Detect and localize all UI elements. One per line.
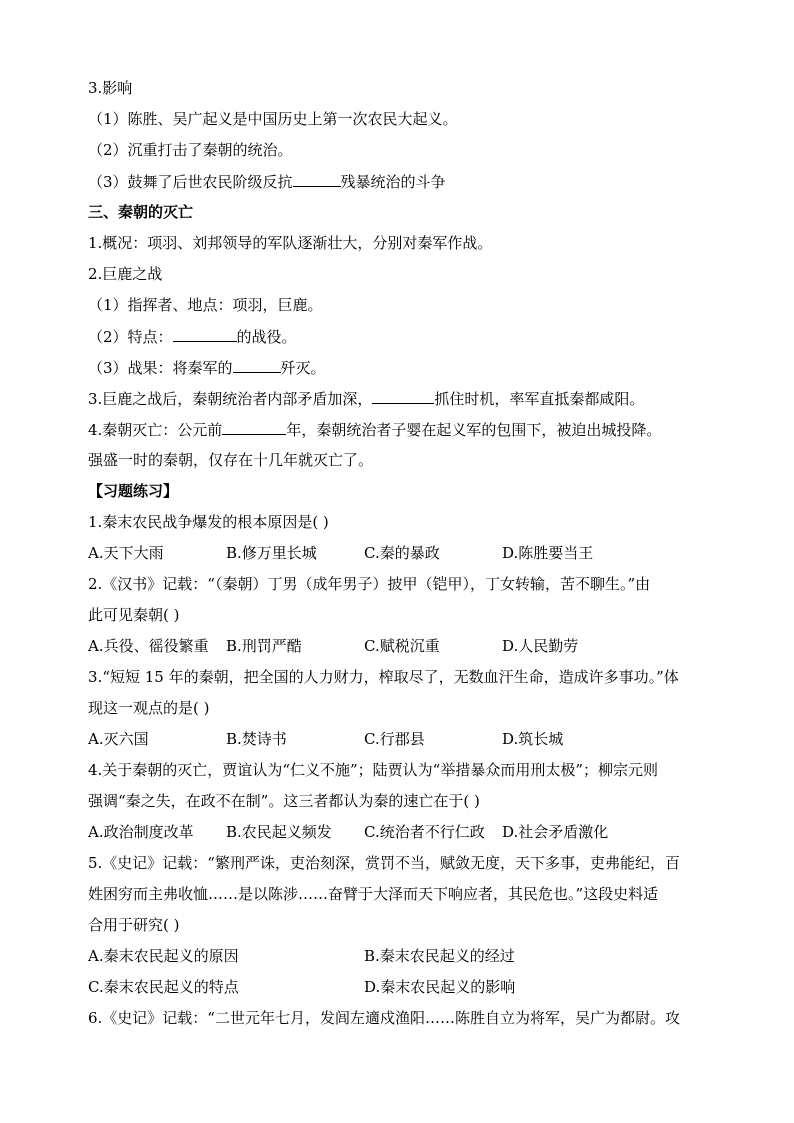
question-3-stem-2: 现这一观点的是( ) <box>88 699 210 717</box>
option-a[interactable]: A.政治制度改革 <box>88 823 194 841</box>
influence-point-1: （1）陈胜、吴广起义是中国历史上第一次农民大起义。 <box>88 110 458 128</box>
option-c[interactable]: C.统治者不行仁政 <box>364 823 485 841</box>
influence-point-2: （2）沉重打击了秦朝的统治。 <box>88 141 293 159</box>
option-b[interactable]: B.焚诗书 <box>226 730 287 748</box>
julu-feature: （2）特点： 的战役。 <box>88 328 297 346</box>
exercise-title: 【习题练习】 <box>88 482 179 500</box>
influence-point-3: （3）鼓舞了后世农民阶级反抗 残暴统治的斗争 <box>88 173 446 191</box>
option-d[interactable]: D.社会矛盾激化 <box>502 823 609 841</box>
question-1-stem: 1.秦末农民战争爆发的根本原因是( ) <box>88 513 329 531</box>
section-title-qin-fall: 三、秦朝的灭亡 <box>88 203 194 221</box>
option-d[interactable]: D.人民勤劳 <box>502 637 579 655</box>
option-c[interactable]: C.秦的暴政 <box>364 544 440 562</box>
overview-line: 1.概况：项羽、刘邦领导的军队逐渐壮大，分别对秦军作战。 <box>88 234 493 252</box>
question-6-stem-1: 6.《史记》记载：“二世元年七月，发闾左適戍渔阳……陈胜自立为将军，吴广为都尉。攻 <box>88 1009 680 1027</box>
option-a[interactable]: A.秦末农民起义的原因 <box>88 947 239 965</box>
option-a[interactable]: A.兵役、徭役繁重 <box>88 637 209 655</box>
option-a[interactable]: A.天下大雨 <box>88 544 164 562</box>
option-c[interactable]: C.秦末农民起义的特点 <box>88 978 239 996</box>
question-2-stem-2: 此可见秦朝( ) <box>88 606 180 624</box>
question-5-stem-1: 5.《史记》记载：“繁刑严诛，吏治刻深，赏罚不当，赋敛无度，天下多事，吏弗能纪，百 <box>88 854 680 872</box>
option-b[interactable]: B.秦末农民起义的经过 <box>364 947 515 965</box>
julu-commander: （1）指挥者、地点：项羽，巨鹿。 <box>88 296 323 314</box>
option-b[interactable]: B.修万里长城 <box>226 544 317 562</box>
option-d[interactable]: D.筑长城 <box>502 730 564 748</box>
question-5-stem-3: 合用于研究( ) <box>88 916 180 934</box>
section-heading-influence: 3.影响 <box>88 79 133 97</box>
fill-blank[interactable] <box>372 388 434 404</box>
fill-blank[interactable] <box>233 357 281 373</box>
question-4-stem-2: 强调“秦之失，在政不在制”。这三者都认为秦的速亡在于( ) <box>88 792 480 810</box>
qin-fall-line: 4.秦朝灭亡：公元前 年，秦朝统治者子婴在起义军的包围下，被迫出城投降。 <box>88 421 662 439</box>
option-c[interactable]: C.赋税沉重 <box>364 637 440 655</box>
julu-battle-heading: 2.巨鹿之战 <box>88 265 163 283</box>
option-a[interactable]: A.灭六国 <box>88 730 149 748</box>
question-4-stem-1: 4.关于秦朝的灭亡，贾谊认为“仁义不施”；陆贾认为“举措暴众而用刑太极”；柳宗元则 <box>88 761 658 779</box>
question-3-stem-1: 3.“短短 15 年的秦朝，把全国的人力财力，榨取尽了，无数血汗生命，造成许多事功。”体 <box>88 668 679 686</box>
option-b[interactable]: B.刑罚严酷 <box>226 637 302 655</box>
option-d[interactable]: D.秦末农民起义的影响 <box>364 978 516 996</box>
option-d[interactable]: D.陈胜要当王 <box>502 544 594 562</box>
julu-result: （3）战果：将秦军的 歼灭。 <box>88 359 326 377</box>
fill-blank[interactable] <box>293 171 341 187</box>
question-2-stem-1: 2.《汉书》记载：“（秦朝）丁男（成年男子）披甲（铠甲），丁女转输，苦不聊生。”由 <box>88 575 651 593</box>
option-b[interactable]: B.农民起义频发 <box>226 823 332 841</box>
fill-blank[interactable] <box>173 326 237 342</box>
after-julu-line: 3.巨鹿之战后，秦朝统治者内部矛盾加深， 抓住时机，率军直抵秦都咸阳。 <box>88 390 645 408</box>
option-c[interactable]: C.行郡县 <box>364 730 425 748</box>
fill-blank[interactable] <box>222 419 286 435</box>
qin-fall-line-2: 强盛一时的秦朝，仅存在十几年就灭亡了。 <box>88 451 374 469</box>
question-5-stem-2: 姓困穷而主弗收恤……是以陈涉……奋臂于大泽而天下响应者，其民危也。”这段史料适 <box>88 885 659 903</box>
